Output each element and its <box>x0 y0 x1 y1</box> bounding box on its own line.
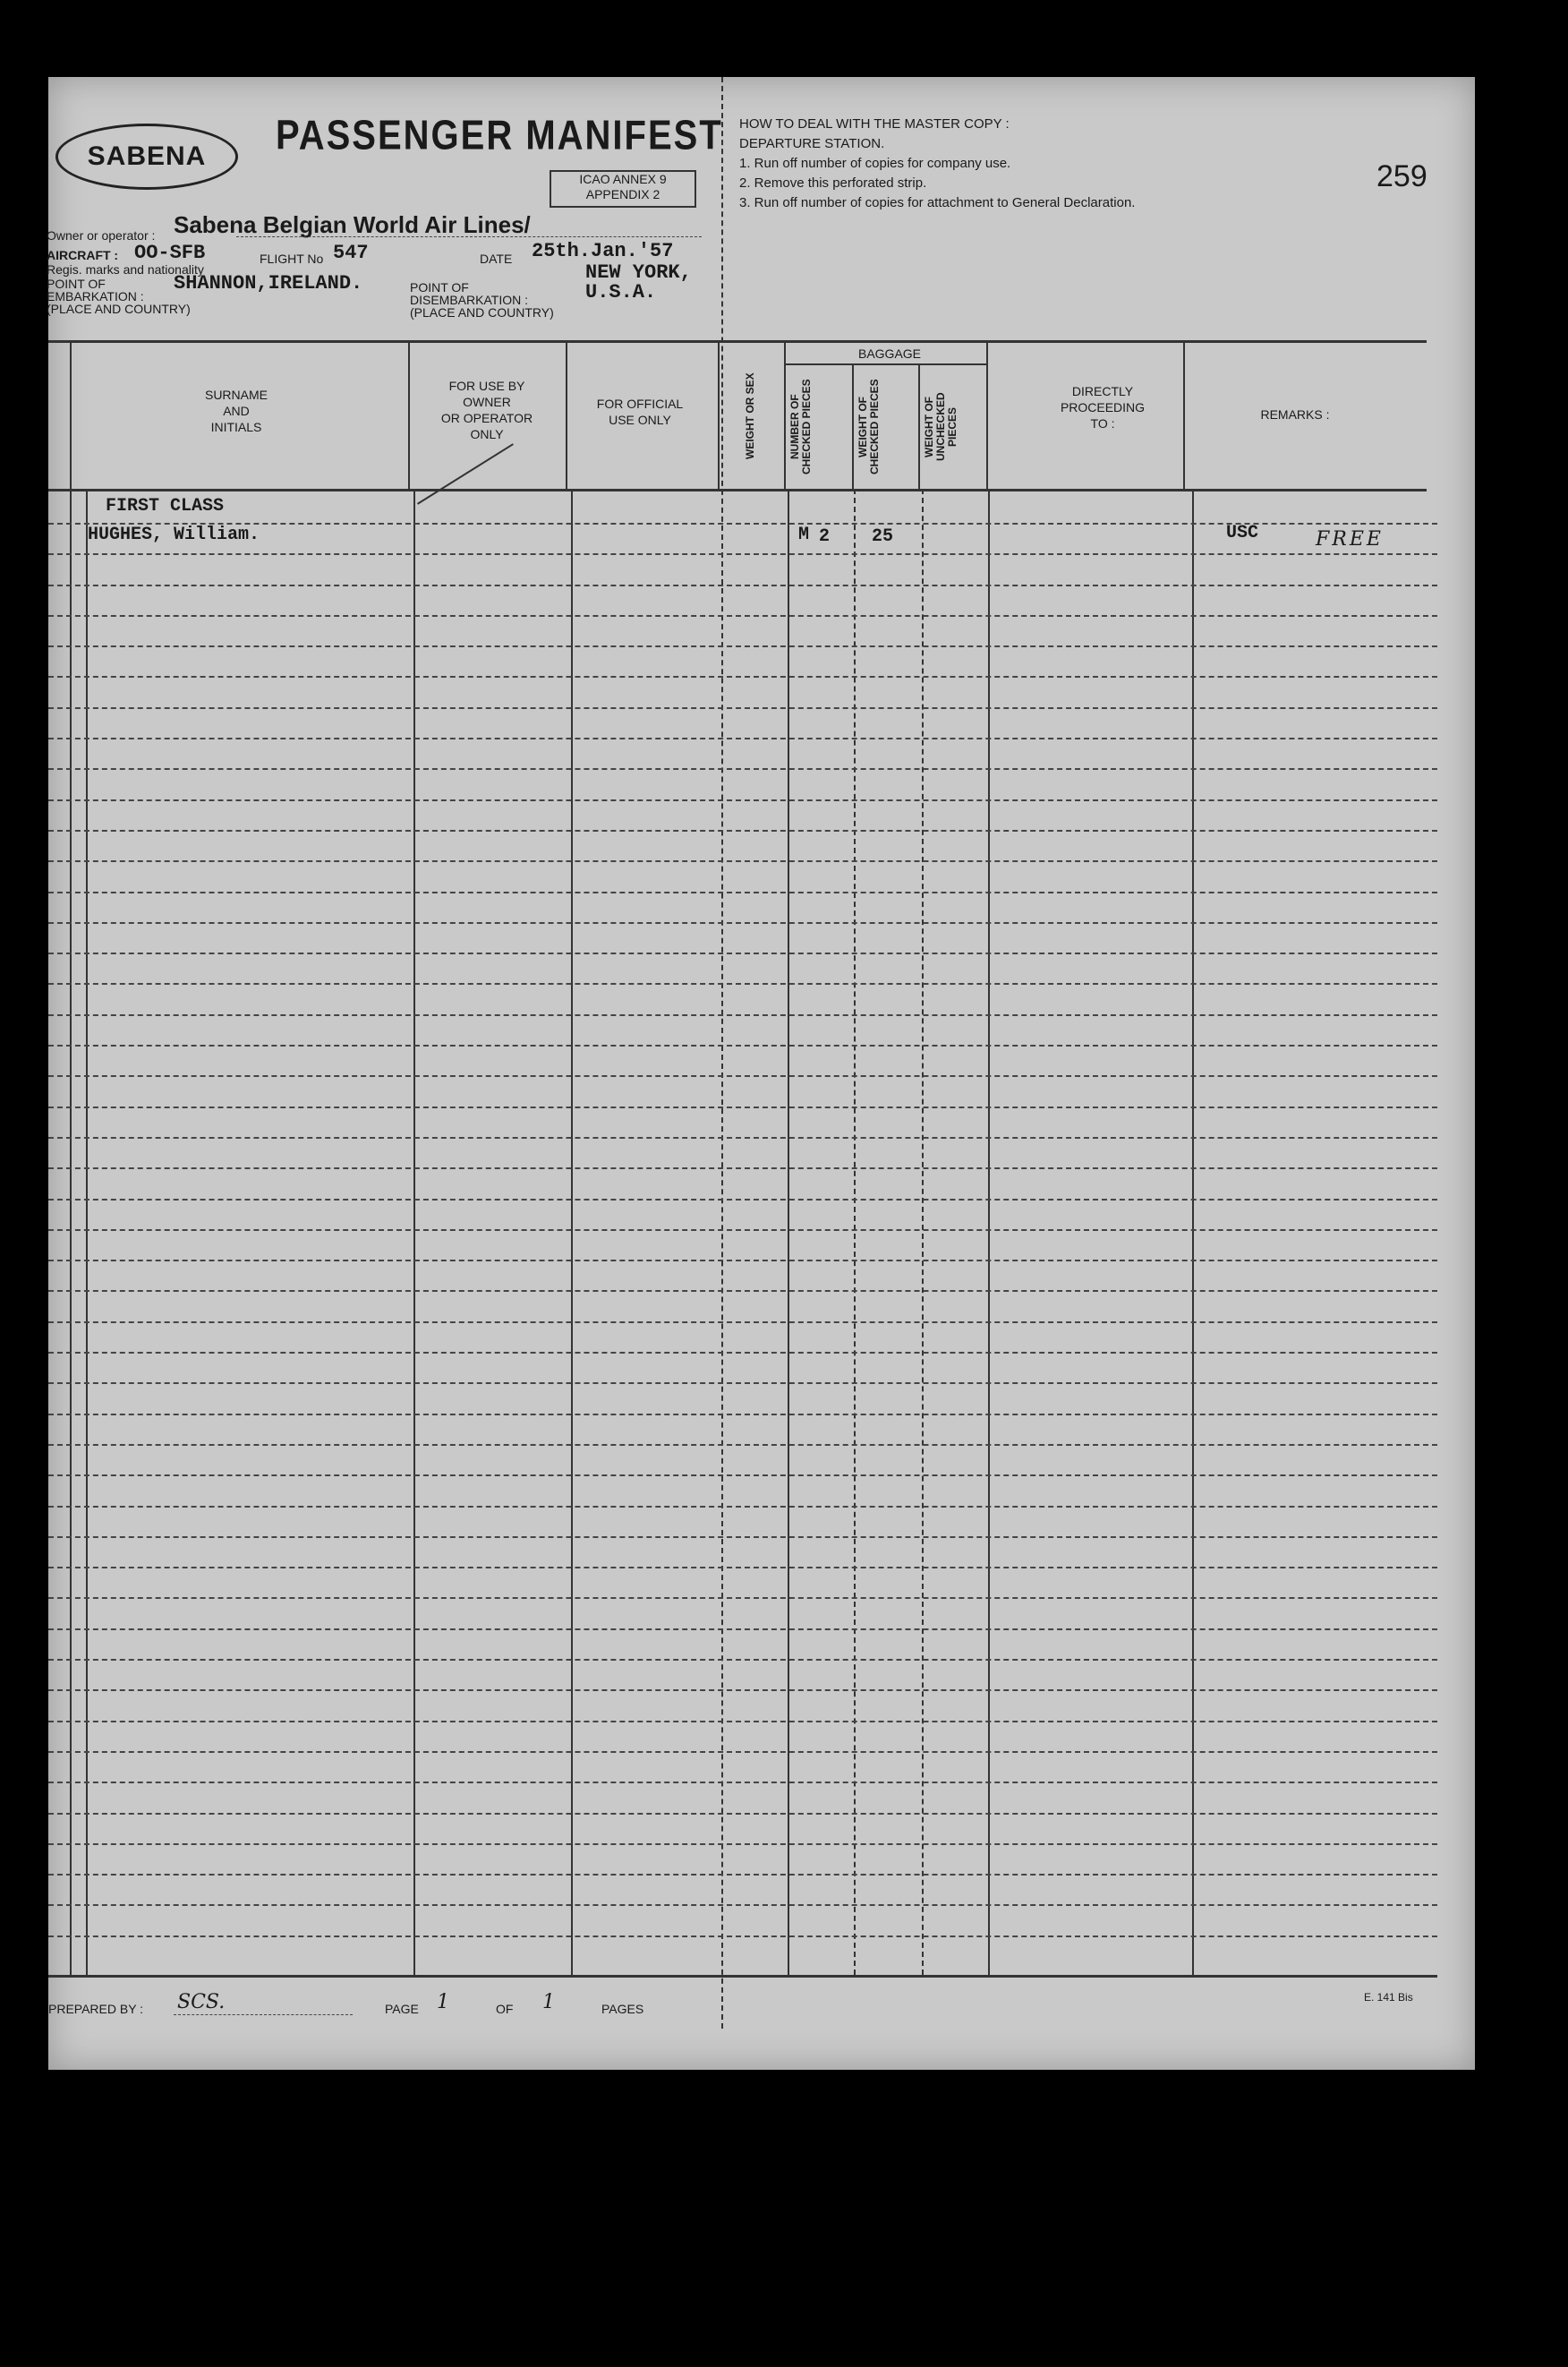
sabena-logo <box>55 124 238 190</box>
icao-line-2: APPENDIX 2 <box>585 187 660 201</box>
table-row <box>48 1075 1437 1077</box>
header-top-rule <box>48 340 1427 343</box>
table-row <box>48 1199 1437 1201</box>
prepared-by-underline <box>174 2014 353 2015</box>
flight-label: FLIGHT No <box>260 252 324 266</box>
table-row <box>48 1536 1437 1538</box>
passenger-remarks-typed: USC <box>1226 523 1259 543</box>
table-row <box>48 1014 1437 1016</box>
aircraft-value: OO-SFB <box>134 242 206 264</box>
flight-value: 547 <box>333 242 369 264</box>
table-row <box>48 1352 1437 1354</box>
table-row <box>48 676 1437 678</box>
header-line-weight <box>784 340 786 489</box>
passenger-sex: M <box>798 525 810 545</box>
table-row <box>48 707 1437 709</box>
header-line-proceeding <box>1183 340 1185 489</box>
logo-text: SABENA <box>87 141 207 171</box>
header-line-pieces <box>852 363 854 489</box>
instructions-step-3: 3. Run off number of copies for attachment to General Declaration. <box>739 195 1136 210</box>
page-label: PAGE <box>385 2002 419 2016</box>
disembarkation-label-3: (PLACE AND COUNTRY) <box>410 305 554 320</box>
master-copy-instructions <box>739 115 1135 213</box>
owner-strike-line <box>417 443 514 504</box>
instructions-step-1: 1. Run off number of copies for company use. <box>739 156 1011 171</box>
page-value: 1 <box>437 1991 449 2013</box>
proceeding-header-line-2: PROCEEDING <box>1060 400 1146 414</box>
table-row <box>48 645 1437 647</box>
prepared-by-label: PREPARED BY : <box>48 2002 144 2016</box>
table-row <box>48 738 1437 739</box>
table-row <box>48 830 1437 832</box>
header-line-owner <box>566 340 567 489</box>
table-row <box>48 1689 1437 1691</box>
embarkation-label-1: POINT OF <box>47 277 106 291</box>
table-row <box>48 1506 1437 1508</box>
header-line-checked-weight <box>918 363 920 489</box>
surname-header-line-2: AND <box>223 404 250 418</box>
table-row <box>48 1904 1437 1906</box>
surname-header-line-1: SURNAME <box>204 388 268 402</box>
instructions-heading-1: HOW TO DEAL WITH THE MASTER COPY : <box>739 116 1010 132</box>
header-line-unchecked-weight <box>986 340 988 489</box>
table-row <box>48 585 1437 586</box>
table-row <box>48 1137 1437 1139</box>
manifest-sheet <box>48 77 1475 2070</box>
operator-label: Owner or operator : <box>47 228 156 243</box>
table-row <box>48 1751 1437 1753</box>
disembarkation-label-2: DISEMBARKATION : <box>410 293 528 307</box>
table-row <box>48 1597 1437 1599</box>
disembarkation-label-1: POINT OF <box>410 280 469 295</box>
weight-sex-header: WEIGHT OR SEX <box>744 372 756 460</box>
of-label: OF <box>496 2002 514 2016</box>
aircraft-label: AIRCRAFT : <box>47 248 119 262</box>
icao-line-1: ICAO ANNEX 9 <box>579 172 667 186</box>
of-value: 1 <box>542 1991 555 2013</box>
table-row <box>48 860 1437 862</box>
table-row <box>48 1874 1437 1876</box>
disembarkation-value-1: NEW YORK, <box>585 261 692 284</box>
table-row <box>48 1167 1437 1169</box>
table-row <box>48 1567 1437 1568</box>
table-row <box>48 1659 1437 1661</box>
table-row <box>48 1107 1437 1108</box>
table-row <box>48 1444 1437 1446</box>
passenger-name: HUGHES, William. <box>88 525 260 545</box>
date-value: 25th.Jan.'57 <box>532 240 674 262</box>
embarkation-label-2: EMBARKATION : <box>47 289 144 303</box>
checked-pieces-header: NUMBER OF CHECKED PIECES <box>788 379 813 475</box>
table-row <box>48 1321 1437 1323</box>
owner-header-line-1: FOR USE BY <box>448 379 525 393</box>
table-row <box>48 553 1437 555</box>
table-row <box>48 1045 1437 1047</box>
owner-header-line-4: ONLY <box>470 427 504 441</box>
owner-header-line-3: OR OPERATOR <box>440 411 533 425</box>
operator-underline <box>236 236 702 237</box>
section-label-first-class: FIRST CLASS <box>106 496 225 517</box>
perforation-line <box>721 77 723 2029</box>
form-code: E. 141 Bis <box>1364 1991 1413 2004</box>
operator-value: Sabena Belgian World Air Lines/ <box>174 211 531 238</box>
header-line-official <box>718 340 720 489</box>
surname-column-header <box>183 387 290 435</box>
baggage-subheader-rule <box>784 363 986 365</box>
embarkation-label-3: (PLACE AND COUNTRY) <box>47 302 191 316</box>
table-row <box>48 1721 1437 1722</box>
instructions-step-2: 2. Remove this perforated strip. <box>739 175 927 191</box>
unchecked-weight-header: WEIGHT OF UNCHECKED PIECES <box>923 392 959 462</box>
owner-column-header <box>421 378 553 442</box>
table-row <box>48 953 1437 954</box>
baggage-header: BAGGAGE <box>857 346 922 361</box>
table-row <box>48 1229 1437 1231</box>
owner-header-line-2: OWNER <box>463 395 511 409</box>
header-bottom-rule <box>48 489 1427 491</box>
icao-reference-box <box>550 170 696 208</box>
pages-label: PAGES <box>601 2002 644 2016</box>
proceeding-header-line-1: DIRECTLY <box>1071 384 1134 398</box>
table-row <box>48 1414 1437 1415</box>
page-number: 259 <box>1376 159 1427 193</box>
proceeding-column-header <box>1013 383 1192 432</box>
passenger-remarks-handwritten: FREE <box>1316 528 1384 551</box>
instructions-heading-2: DEPARTURE STATION. <box>739 136 885 151</box>
passenger-checked-pieces: 2 <box>818 526 830 547</box>
table-row <box>48 892 1437 893</box>
header-line-surname <box>408 340 410 489</box>
passenger-checked-weight: 25 <box>872 526 894 547</box>
table-row <box>48 1260 1437 1261</box>
table-bottom-rule <box>48 1975 1437 1978</box>
official-header-line-2: USE ONLY <box>609 413 671 427</box>
table-row <box>48 1843 1437 1845</box>
table-row <box>48 922 1437 924</box>
table-row <box>48 768 1437 770</box>
table-row <box>48 1782 1437 1783</box>
table-row <box>48 1382 1437 1384</box>
table-row <box>48 983 1437 985</box>
table-row <box>48 615 1437 617</box>
checked-weight-header: WEIGHT OF CHECKED PIECES <box>856 379 881 475</box>
table-row <box>48 1628 1437 1630</box>
table-row <box>48 799 1437 801</box>
proceeding-header-line-3: TO : <box>1090 416 1115 431</box>
date-label: DATE <box>480 252 513 266</box>
official-column-header <box>573 396 707 428</box>
table-row <box>48 1290 1437 1292</box>
disembarkation-value-2: U.S.A. <box>585 281 657 303</box>
prepared-by-value: SCS. <box>177 1991 226 2013</box>
official-header-line-1: FOR OFFICIAL <box>596 397 684 411</box>
table-row <box>48 1474 1437 1476</box>
embarkation-value: SHANNON,IRELAND. <box>174 272 363 295</box>
remarks-column-header: REMARKS : <box>1260 407 1330 422</box>
registration-label: Regis. marks and nationality <box>47 262 204 277</box>
form-title: PASSENGER MANIFEST <box>276 113 723 158</box>
table-row <box>48 1935 1437 1937</box>
surname-header-line-3: INITIALS <box>210 420 262 434</box>
table-row <box>48 1813 1437 1815</box>
